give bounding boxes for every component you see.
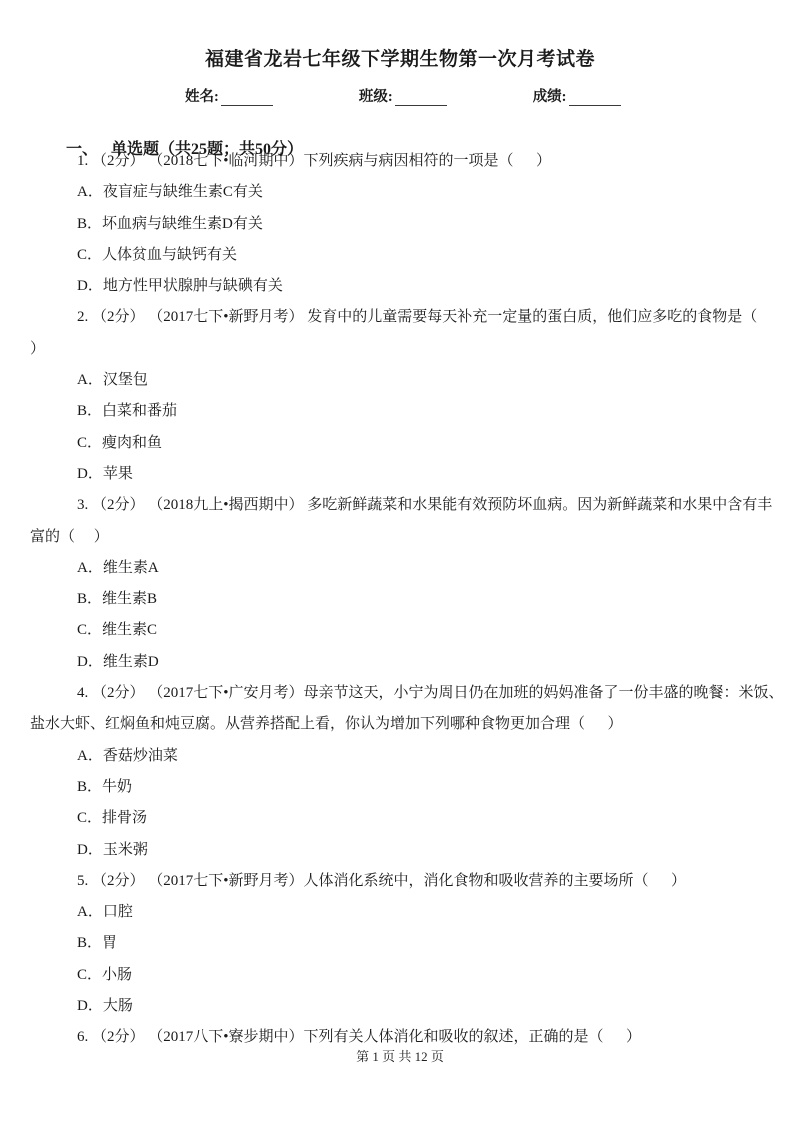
option-line: B．维生素B <box>77 591 158 608</box>
student-info-row <box>185 88 621 106</box>
score-field-label: 成绩: <box>532 89 567 105</box>
questions-area <box>30 146 784 1054</box>
question-stem-line: ） <box>30 340 46 357</box>
option-line: A．香菇炒油菜 <box>77 747 178 764</box>
section-title: 单选题（共25题；共50分） <box>111 141 304 158</box>
name-field-blank <box>221 90 273 106</box>
name-field-label: 姓名: <box>185 89 219 105</box>
score-field-blank <box>569 90 621 106</box>
option-line: D．大肠 <box>77 998 133 1015</box>
option-line: A．夜盲症与缺维生素C有关 <box>77 184 263 201</box>
question-block <box>30 302 770 490</box>
question-block <box>30 678 784 866</box>
section-number: 一、 <box>66 141 99 158</box>
question-stem-line: 盐水大虾、红焖鱼和炖豆腐。从营养搭配上看，你认为增加下列哪种食物更加合理（ ） <box>30 716 623 733</box>
option-line: A．汉堡包 <box>77 372 148 389</box>
option-line: B．牛奶 <box>77 778 133 795</box>
option-line: C．维生素C <box>77 622 158 639</box>
option-line: D．苹果 <box>77 465 133 482</box>
option-line: D．维生素D <box>77 653 159 670</box>
option-line: D．地方性甲状腺肿与缺碘有关 <box>77 278 283 295</box>
option-line: C．排骨汤 <box>77 810 148 827</box>
option-line: B．白菜和番茄 <box>77 403 178 420</box>
page-footer: 第 1 页 共 12 页 <box>356 1049 444 1064</box>
question-stem-line: 1. （2分） （2018七下•临河期中）下列疾病与病因相符的一项是（ ） <box>77 153 552 169</box>
question-stem-line: 6. （2分） （2017八下•寮步期中）下列有关人体消化和吸收的叙述，正确的是（ ） <box>77 1029 642 1046</box>
option-line: B．胃 <box>77 935 118 952</box>
exam-title: 福建省龙岩七年级下学期生物第一次月考试卷 <box>204 49 595 70</box>
option-line: C．人体贫血与缺钙有关 <box>77 246 238 263</box>
question-stem-line: 2. （2分） （2017七下•新野月考） 发育中的儿童需要每天补充一定量的蛋白质，他们应多吃的食物是（ <box>77 309 758 326</box>
score-field <box>533 88 621 106</box>
option-line: A．维生素A <box>77 559 159 576</box>
question-stem-line: 4. （2分） （2017七下•广安月考）母亲节这天，小宁为周日仍在加班的妈妈准备了一份丰盛的晚餐：米饭、 <box>77 685 784 702</box>
question-block <box>30 146 770 302</box>
option-line: B．坏血病与缺维生素D有关 <box>77 215 263 232</box>
question-stem-line: 5. （2分） （2017七下•新野月考）人体消化系统中，消化食物和吸收营养的主要场所（ ） <box>77 872 687 889</box>
question-stem-line: 3. （2分） （2018九上•揭西期中） 多吃新鲜蔬菜和水果能有效预防坏血病。因为新鲜蔬菜和水果中含有丰 <box>77 497 773 514</box>
option-line: C．小肠 <box>77 966 133 983</box>
option-line: C．瘦肉和鱼 <box>77 434 163 451</box>
class-field <box>359 88 447 106</box>
question-block <box>30 866 770 1022</box>
option-line: A．口腔 <box>77 904 133 921</box>
question-stem-line: 富的（ ） <box>30 528 109 545</box>
class-field-label: 班级: <box>358 89 393 105</box>
class-field-blank <box>395 90 447 106</box>
question-block <box>30 490 773 678</box>
name-field <box>185 88 273 106</box>
option-line: D．玉米粥 <box>77 841 148 858</box>
